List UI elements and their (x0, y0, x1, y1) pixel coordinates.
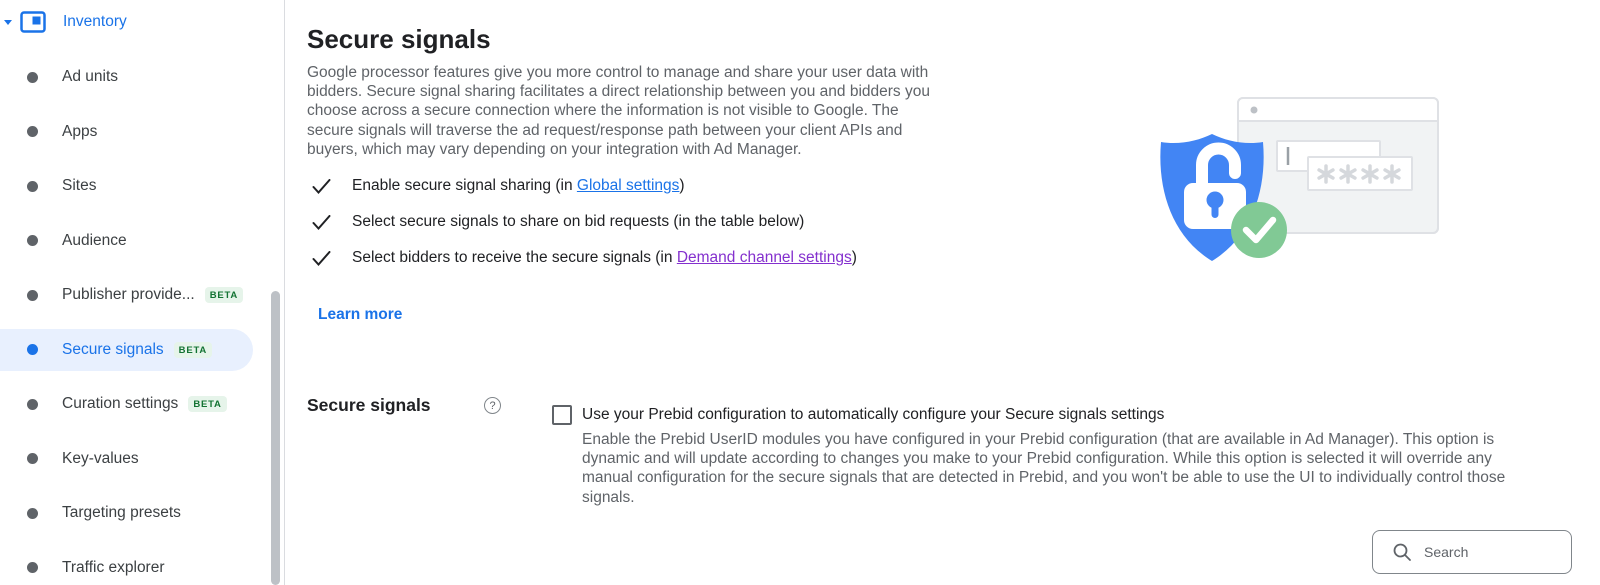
sidebar-item-label: Targeting presets (62, 504, 181, 522)
sidebar-item-publisher-provided[interactable] (0, 274, 253, 316)
bullet-icon (27, 290, 38, 301)
sidebar-item-audience[interactable] (0, 220, 253, 262)
checklist-text-suffix: ) (679, 177, 685, 194)
checklist-item (307, 204, 857, 240)
checklist-text-prefix: Enable secure signal sharing (in (352, 177, 577, 194)
sidebar-item-curation-settings[interactable] (0, 383, 253, 425)
search-box (1372, 530, 1572, 574)
help-icon[interactable] (484, 397, 501, 414)
checklist-text-prefix: Select secure signals to share on bid requests (in the table below) (352, 213, 805, 230)
checklist-item (307, 168, 857, 204)
sidebar-item-key-values[interactable] (0, 438, 253, 480)
bullet-icon (27, 562, 38, 573)
beta-badge: BETA (205, 287, 243, 303)
check-badge-graphic (1231, 202, 1287, 258)
learn-more-link[interactable]: Learn more (318, 306, 403, 323)
checklist-item-text (352, 213, 804, 231)
checklist-item (307, 240, 857, 276)
sidebar-item-label: Apps (62, 122, 98, 140)
sidebar-item-apps[interactable] (0, 111, 253, 153)
bullet-icon (27, 344, 38, 355)
global-settings-link[interactable]: Global settings (576, 177, 680, 194)
sidebar-item-targeting-presets[interactable] (0, 492, 253, 534)
sidebar-item-label: Key-values (62, 449, 139, 467)
checklist-text-suffix: ) (851, 249, 857, 266)
check-icon (312, 215, 331, 230)
inventory-icon (20, 11, 46, 33)
page-title: Secure signals (307, 24, 491, 54)
prebid-description: Enable the Prebid UserID modules you have configured in your Prebid configuration (that are available in Ad Manager). This option is dynamic and will update according to changes you make to your Prebid configuration. While this option is selected it will override any manual configuration for the secure signals that are detected in Prebid, and you won't be able to use the UI to individually control those signals. (582, 431, 1506, 506)
secure-signals-illustration (1150, 80, 1480, 280)
bullet-icon (27, 399, 38, 410)
bullet-icon (27, 181, 38, 192)
sidebar-item-label: Sites (62, 177, 97, 195)
search-icon (1392, 542, 1412, 562)
inventory-sidebar (0, 0, 285, 585)
intro-paragraph: Google processor features give you more control to manage and share your user data with bidders. Secure signal sharing facilitates a direct relationship between you and bidders you choose across a secure connection where the information is not visible to Google. The secure signals will traverse the ad request/response path between your client APIs and buyers, which may vary depending on your integration with Ad Manager. (307, 64, 930, 158)
bullet-icon (27, 235, 38, 246)
section-title: Secure signals (307, 395, 431, 415)
sidebar-item-label: Secure signals (62, 340, 164, 358)
sidebar-nav-list (0, 50, 253, 585)
bullet-icon (27, 453, 38, 464)
prebid-checkbox-label: Use your Prebid configuration to automatically configure your Secure signals settings (582, 406, 1165, 423)
bullet-icon (27, 126, 38, 137)
sidebar-item-sites[interactable] (0, 165, 253, 207)
bullet-icon (27, 508, 38, 519)
prebid-auto-config-checkbox[interactable] (552, 405, 572, 425)
setup-checklist (307, 168, 857, 276)
sidebar-item-inventory[interactable] (4, 8, 127, 36)
sidebar-item-secure-signals[interactable] (0, 329, 253, 371)
sidebar-scrollbar-thumb[interactable] (271, 291, 280, 585)
checklist-item-text (352, 249, 857, 267)
bullet-icon (27, 72, 38, 83)
sidebar-item-ad-units[interactable] (0, 56, 253, 98)
demand-channel-settings-link[interactable]: Demand channel settings (676, 249, 852, 266)
sidebar-item-label: Ad units (62, 68, 119, 86)
sidebar-item-label: Audience (62, 231, 127, 249)
sidebar-item-label: Traffic explorer (62, 558, 165, 576)
sidebar-item-label: Curation settings (62, 395, 179, 413)
beta-badge: BETA (174, 342, 212, 358)
beta-badge: BETA (188, 396, 226, 412)
sidebar-item-label: Publisher provide... (62, 286, 195, 304)
sidebar-root-label: Inventory (63, 13, 127, 30)
checklist-text-prefix: Select bidders to receive the secure signals (in (352, 249, 677, 266)
check-icon (312, 179, 331, 194)
check-icon (312, 251, 331, 266)
search-input[interactable] (1424, 544, 1564, 560)
sidebar-item-traffic-explorer[interactable] (0, 547, 253, 585)
caret-down-icon[interactable] (4, 20, 12, 25)
checklist-item-text (352, 177, 685, 195)
